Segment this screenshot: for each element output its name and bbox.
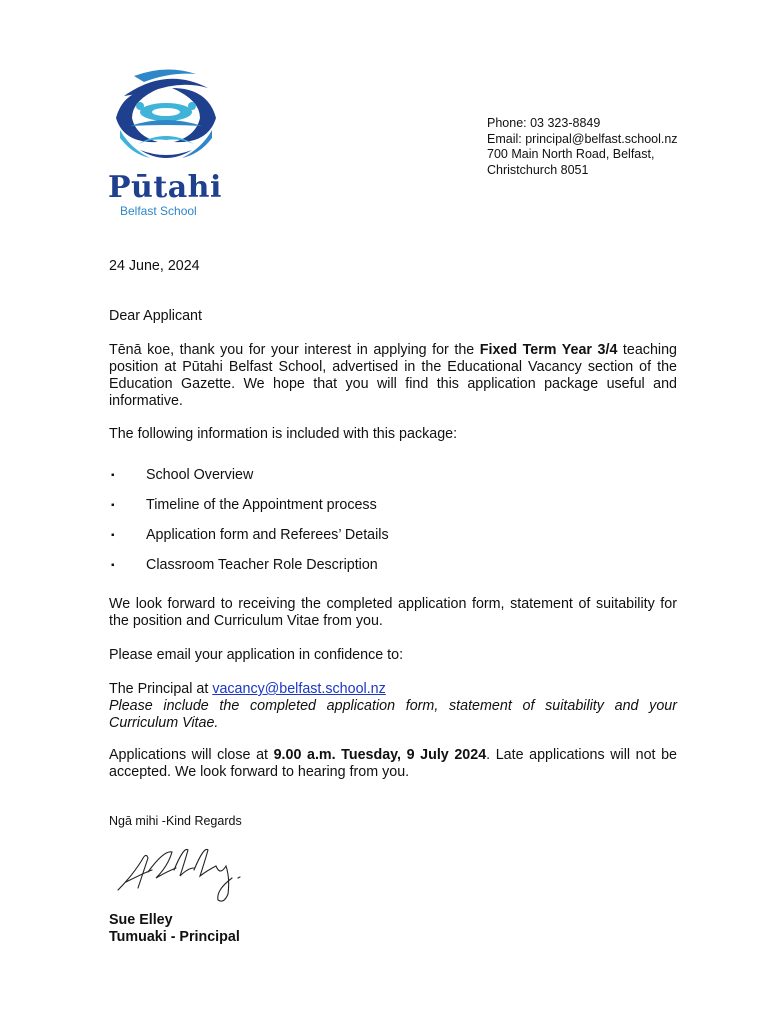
look-forward-paragraph: We look forward to receiving the completed application form, statement of suitability for the position and Curriculum Vitae from you. — [109, 596, 677, 629]
signatory-title: Tumuaki - Principal — [109, 929, 240, 945]
logo-wordmark: Pūtahi — [108, 170, 222, 205]
signoff: Ngā mihi -Kind Regards — [109, 814, 242, 828]
principal-prefix: The Principal at — [109, 681, 213, 697]
closing-text-2: . Late applications will not be accepted. We look forward to hearing from you. — [109, 747, 678, 780]
contact-phone: Phone: 03 323-8849 — [487, 116, 601, 130]
bullet-icon: ▪ — [111, 470, 115, 481]
bullet-icon: ▪ — [111, 500, 115, 511]
list-item-label: Timeline of the Appointment process — [146, 497, 377, 513]
putahi-emblem-icon — [110, 66, 222, 170]
closing-deadline: 9.00 a.m. Tuesday, 9 July 2024 — [273, 747, 487, 763]
intro-text-2: teaching position at Pūtahi Belfast School, advertised in the Educational Vacancy section of the Education Gazette. We hope that you will find this application package useful and informative. — [109, 342, 677, 409]
letter-date: 24 June, 2024 — [109, 258, 200, 274]
intro-text-1: Tēnā koe, thank you for your interest in applying for the — [109, 342, 480, 358]
bullet-icon: ▪ — [111, 560, 115, 571]
include-note-text: Please include the completed application form, statement of suitability and your Curriculum Vitae. — [109, 698, 677, 731]
school-logo — [106, 66, 230, 222]
principal-line — [109, 681, 677, 698]
signature-icon — [112, 842, 262, 908]
closing-paragraph — [109, 747, 677, 781]
list-item-label: Application form and Referees’ Details — [146, 527, 389, 543]
position-title: Fixed Term Year 3/4 — [479, 342, 618, 358]
list-item-label: School Overview — [146, 467, 254, 483]
contact-address-line-2: Christchurch 8051 — [487, 162, 589, 177]
closing-text-1: Applications will close at — [109, 747, 274, 763]
salutation: Dear Applicant — [109, 308, 202, 324]
email-instruction: Please email your application in confidence to: — [109, 647, 404, 663]
contact-email: Email: principal@belfast.school.nz — [487, 131, 678, 146]
included-intro: The following information is included with this package: — [109, 426, 458, 442]
signatory-name: Sue Elley — [109, 912, 173, 928]
include-note — [109, 698, 677, 732]
vacancy-email-link[interactable]: vacancy@belfast.school.nz — [212, 681, 386, 697]
list-item-label: Classroom Teacher Role Description — [146, 557, 378, 573]
contact-block — [487, 116, 678, 178]
intro-paragraph — [109, 342, 677, 410]
contact-address-line-1: 700 Main North Road, Belfast, — [487, 147, 655, 161]
bullet-icon: ▪ — [111, 530, 115, 541]
logo-subtitle: Belfast School — [120, 204, 197, 218]
